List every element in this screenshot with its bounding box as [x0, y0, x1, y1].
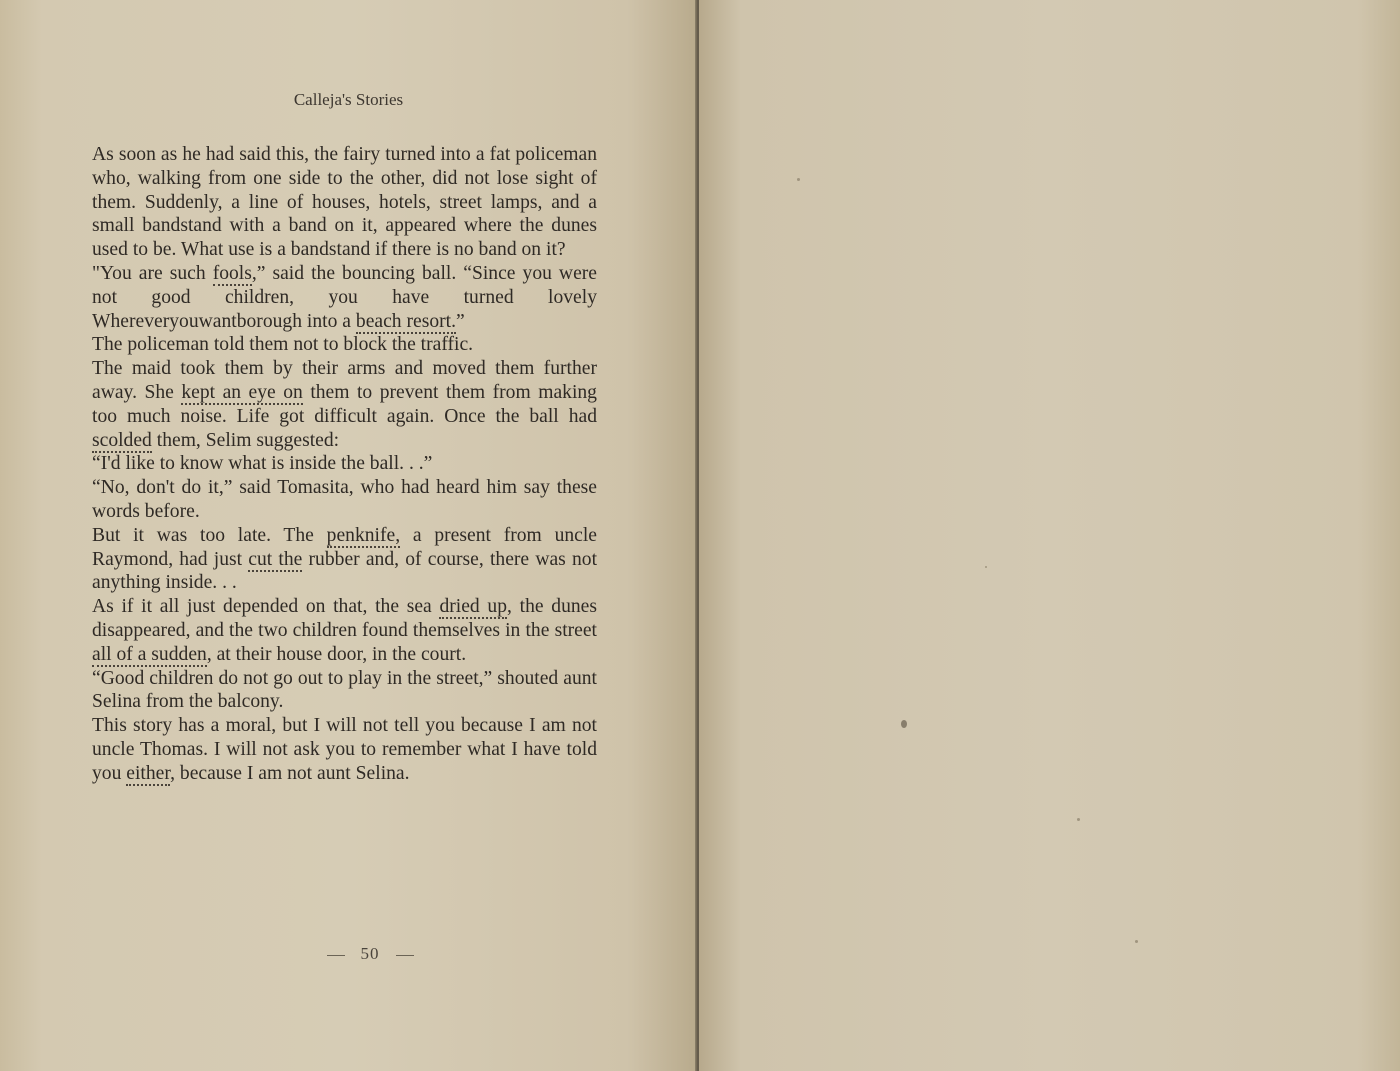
story-text — [92, 143, 597, 786]
text-run: rubber and, of course, there was not anything inside. . . — [92, 548, 598, 594]
paragraph — [92, 595, 597, 666]
paper-speck — [797, 178, 800, 181]
glossary-term: beach resort. — [355, 310, 456, 332]
text-run: “I'd like to know what is inside the ball. . .” — [92, 453, 433, 475]
paper-speck — [901, 720, 907, 728]
page-number — [0, 944, 740, 964]
text-run: The policeman told them not to block the traffic. — [92, 334, 474, 356]
text-run: , at their house door, in the court. — [206, 643, 467, 665]
paper-speck — [1077, 818, 1080, 821]
paragraph — [92, 476, 597, 524]
text-run: But it was too late. The — [92, 524, 327, 546]
glossary-term: kept an eye on — [181, 381, 303, 403]
text-run: , the dunes disappeared, and the two children found themselves in the street — [92, 596, 597, 641]
glossary-term: dried up — [439, 596, 508, 618]
right-page-blank — [699, 0, 1400, 1071]
paragraph — [92, 333, 597, 357]
text-run: The maid took them by their arms and moved them further away. She — [92, 358, 597, 403]
running-head: Calleja's Stories — [293, 90, 404, 109]
glossary-term: fools — [212, 262, 252, 284]
paragraph — [92, 452, 597, 476]
paragraph — [92, 143, 597, 262]
glossary-term: all of a sudden — [92, 643, 207, 665]
text-run: As soon as he had said this, the fairy turned into a fat policeman who, walking from one side to the other, did not lose sight of them. Suddenly, a line of houses, hotels, street lamps, and a small bandstand with a band on it, appeared where the dunes used to be. What use is a bandstand if there is no band on it? — [92, 144, 597, 261]
text-run: , because I am not aunt Selina. — [170, 762, 410, 784]
paragraph — [92, 667, 597, 715]
text-run: them, Selim suggested: — [151, 429, 340, 451]
folio-dash-left — [327, 955, 345, 956]
text-run: This story has a moral, but I will not tell you because I am not uncle Thomas. I will not ask you to remember what I have told you — [92, 715, 597, 784]
text-run: “Good children do not go out to play in the street,” shouted aunt Selina from the balcony. — [92, 667, 597, 713]
left-page — [0, 0, 697, 1071]
paragraph — [92, 714, 597, 785]
text-run: them to prevent them from making too much noise. Life got difficult again. Once the ball had — [92, 381, 597, 427]
text-run: ” — [455, 310, 465, 332]
glossary-term: scolded — [92, 429, 152, 451]
paragraph — [92, 262, 597, 333]
text-run: As if it all just depended on that, the sea — [92, 596, 440, 618]
text-run: a present from uncle Raymond, had just — [92, 524, 598, 570]
text-run: ,” said the bouncing ball. “Since you were not good children, you have turned lovely Whereveryouwantborough into a — [92, 262, 597, 332]
text-run: "You are such — [92, 262, 213, 284]
paragraph — [92, 524, 597, 595]
paper-speck — [1135, 940, 1138, 943]
glossary-term: either — [126, 762, 171, 784]
folio-number: 50 — [360, 944, 380, 963]
paragraph — [92, 357, 597, 452]
folio-dash-right — [396, 955, 414, 956]
glossary-term: penknife, — [326, 524, 401, 546]
glossary-term: cut the — [248, 548, 303, 570]
text-run: “No, don't do it,” said Tomasita, who had heard him say these words before. — [92, 477, 597, 522]
paper-speck — [985, 566, 987, 568]
